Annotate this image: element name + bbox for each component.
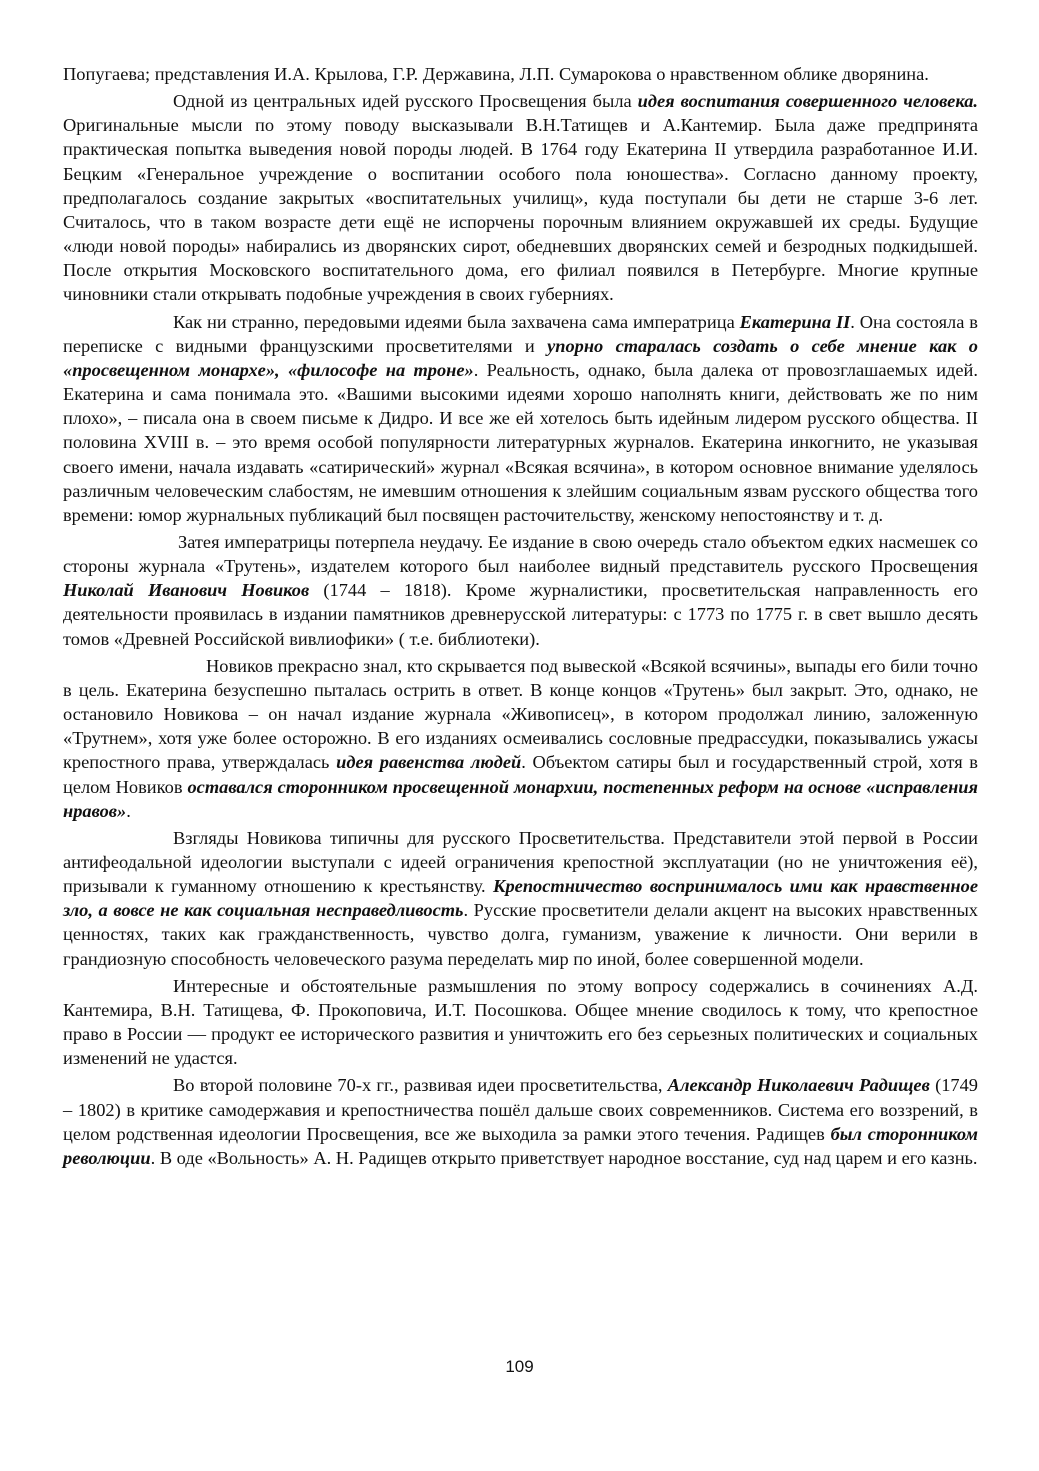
body-text: Оригинальные мысли по этому поводу высказывали В.Н.Татищев и А.Кантемир. Была даже предпринята практическая попытка выведения новой породы людей. В 1764 году Екатерина II утвердила разработанное И.И. Бецким «Генеральное учреждение о воспитании особого пола юношества». Согласно данному проекту, предполагалось создание закрытых «воспитательных училищ», куда поступали бы дети не старше 3-6 лет. Считалось, что в таком возрасте дети ещё не испорчены порочным влиянием окружавшей их среды. Будущие «люди новой породы» набирались из дворянских сирот, обедневших дворянских семей и безродных подкидышей. После открытия Московского воспитательного дома, его филиал появился в Петербурге. Многие крупные чиновники стали открывать подобные учреждения в своих губерниях. [63, 115, 978, 305]
emphasis-text: Александр Николаевич Радищев [667, 1075, 930, 1096]
paragraph-4 [63, 530, 978, 651]
body-text: . Русские просветители делали акцент на высоких нравственных ценностях, таких как гражданственность, чувство долга, гуманизм, уважение к личности. Они верили в грандиозную способность человеческого разума переделать мир по иной, более совершенной модели. [63, 900, 978, 969]
paragraph-7 [63, 974, 978, 1071]
body-text: Попугаева; представления И.А. Крылова, Г.Р. Державина, Л.П. Сумарокова о нравственном облике дворянина. [63, 64, 929, 84]
page-body [63, 62, 978, 1173]
body-text: (1744 – 1818). Кроме журналистики, просветительская направленность его деятельности проявилась в издании памятников древнерусской литературы: с 1773 по 1775 г. в свет вышло десять томов «Древней Российской вивлиофики» ( т.е. библиотеки). [63, 580, 978, 649]
emphasis-text: Екатерина II [739, 311, 851, 332]
emphasis-text: Николай Иванович Новиков [63, 580, 310, 601]
emphasis-text: оставался сторонником просвещенной монархии, постепенных реформ на основе «исправления нравов» [63, 776, 978, 821]
body-text: Одной из центральных идей русского Просвещения была [173, 91, 638, 112]
emphasis-text: идея равенства людей [336, 752, 522, 773]
paragraph-1 [63, 62, 978, 86]
body-text: Как ни странно, передовыми идеями была захвачена сама императрица [173, 311, 740, 332]
body-text: Новиков прекрасно знал, кто скрывается под вывеской «Всякой всячины», выпады его били точно в цель. Екатерина безуспешно пыталась острить в ответ. В конце концов «Трутень» был закрыт. Это, однако, не остановило Новикова – он начал издание журнала «Живописец», в котором продолжал линию, заложенную «Трутнем», хотя уже более осторожно. В его изданиях осмеивались сословные предрассудки, показывались ужасы крепостного права, утверждалась [63, 655, 978, 773]
body-text: Взгляды Новикова типичны для русского Просветительства. Представители этой первой в России антифеодальной идеологии выступали с идеей ограничения крепостной эксплуатации (но не уничтожения её), призывали к гуманному отношению к крестьянству. [63, 827, 978, 897]
paragraph-8 [63, 1073, 978, 1170]
paragraph-6 [63, 826, 978, 971]
paragraph-3 [63, 310, 978, 527]
emphasis-text: Крепостничество воспринималось ими как нравственное зло, а вовсе не как социальная несправедливость [63, 876, 978, 921]
body-text: Затея императрицы потерпела неудачу. Ее издание в свою очередь стало объектом едких насмешек со стороны журнала «Трутень», издателем которого был наиболее видный представитель русского Просвещения [63, 531, 978, 577]
body-text: Интересные и обстоятельные размышления по этому вопросу содержались в сочинениях А.Д. Кантемира, В.Н. Татищева, Ф. Прокоповича, И.Т. Посошкова. Общее мнение сводилось к тому, что крепостное право в России — продукт ее исторического развития и уничтожить его без серьезных политических и социальных изменений не удастся. [63, 975, 978, 1069]
page-number: 109 [505, 1357, 534, 1376]
emphasis-text: был сторонником революции [63, 1123, 978, 1168]
body-text: . Объектом сатиры был и государственный строй, хотя в целом Новиков [63, 752, 978, 797]
emphasis-text: идея воспитания совершенного человека. [637, 91, 978, 112]
paragraph-5 [63, 654, 978, 823]
body-text: . Она состояла в переписке с видными французскими просветителями и [63, 311, 978, 356]
body-text: . Реальность, однако, была далека от провозглашаемых идей. Екатерина и сама понимала это. «Вашими высокими идеями хорошо наполнять книги, действовать же по ним плохо», – писала она в своем письме к Дидро. И все же ей хотелось быть идейным лидером русского общества. II половина XVIII в. – это время особой популярности литературных журналов. Екатерина инкогнито, не указывая своего имени, начала издавать «сатирический» журнал «Всякая всячина», в котором основное внимание уделялось различным человеческим слабостям, не имевшим отношения к злейшим социальным язвам русского общества того времени: юмор журнальных публикаций был посвящен расточительству, женскому непостоянству и т. д. [63, 359, 978, 525]
emphasis-text: упорно старалась создать о себе мнение как о «просвещенном монархе», «философе на троне» [63, 335, 979, 380]
body-text: Во второй половине 70-х гг., развивая идеи просветительства, [173, 1075, 668, 1096]
body-text: (1749 – 1802) в критике самодержавия и крепостничества пошёл дальше своих современников. Система его воззрений, в целом родственная идеологии Просвещения, все же выходила за рамки этого течения. Радищев [63, 1075, 978, 1144]
paragraph-2 [63, 89, 978, 306]
body-text: . В оде «Вольность» А. Н. Радищев открыто приветствует народное восстание, суд над царем и его казнь. [150, 1147, 978, 1168]
body-text: . [126, 800, 131, 821]
